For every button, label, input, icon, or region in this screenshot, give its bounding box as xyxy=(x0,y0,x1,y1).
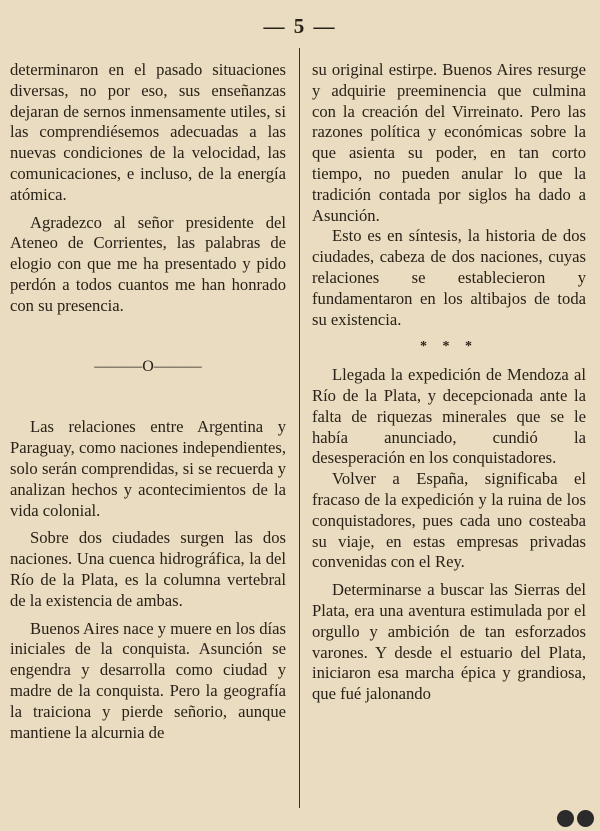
circle-icon xyxy=(557,810,574,827)
paragraph: determinaron en el pasado situaciones diversas, no por eso, sus enseñanzas dejaran de sernos inmensamente utiles, si las comprendiésemos adecuadas a las nuevas condiciones de la velocidad, las comunicaciones, e incluso, de la energía atómica. xyxy=(10,60,286,204)
circle-icon xyxy=(577,810,594,827)
paragraph: Las relaciones entre Argentina y Paraguay, como naciones independientes, solo serán comprendidas, si se recuerda y analizan hechos y acontecimientos de la vida colonial. xyxy=(10,417,286,520)
section-separator: ———O——— xyxy=(94,357,202,375)
paragraph: Buenos Aires nace y muere en los días iniciales de la conquista. Asunción se engendra y desarrolla como ciudad y madre de la conquista. Pero la geografía la traiciona y pierde señorio, aunque mantiene la alcurnia de xyxy=(10,618,286,742)
paragraph: Llegada la expedición de Mendoza al Río de la Plata, y decepcionada ante la falta de riquezas minerales que se le había anunciado, cundió la desesperación en los conquistadores. xyxy=(312,365,586,468)
section-separator: * * * xyxy=(420,339,478,355)
paragraph: Sobre dos ciudades surgen las dos naciones. Una cuenca hidrográfica, la del Río de la Plata, es la columna vertebral de la existencia de ambas. xyxy=(10,528,286,610)
corner-badge xyxy=(557,810,594,827)
column-divider xyxy=(299,48,300,808)
page-number: — 5 — xyxy=(263,14,337,38)
paragraph: Determinarse a buscar las Sierras del Plata, era una aventura estimulada por el orgullo y ambición de tan esforzados varones. Y desde el estuario del Plata, iniciaron esa marcha épica y grandiosa, que fué jalonando xyxy=(312,580,586,704)
paragraph: Esto es en síntesis, la historia de dos ciudades, cabeza de dos naciones, cuyas relaciones se establecieron y fundamentaron en los altibajos de toda su existencia. xyxy=(312,226,586,329)
left-column xyxy=(10,60,286,743)
paragraph: Volver a España, significaba el fracaso de la expedición y la ruina de los conquistadores, pues cada uno costeaba su viaje, en estas empresas privadas convenidas con el Rey. xyxy=(312,469,586,572)
paragraph: su original estirpe. Buenos Aires resurge y adquirie preeminencia que culmina con la creación del Virreinato. Pero las razones política y económicas sobre la que asienta su poder, en tan corto tiempo, no pueden anular lo que la tradición contada por siglos ha dado a Asunción. xyxy=(312,60,586,225)
paragraph: Agradezco al señor presidente del Ateneo de Corrientes, las palabras de elogio con que me ha presentado y pido perdón a todos cuantos me han honrado con su presencia. xyxy=(10,212,286,315)
right-column xyxy=(312,60,586,705)
